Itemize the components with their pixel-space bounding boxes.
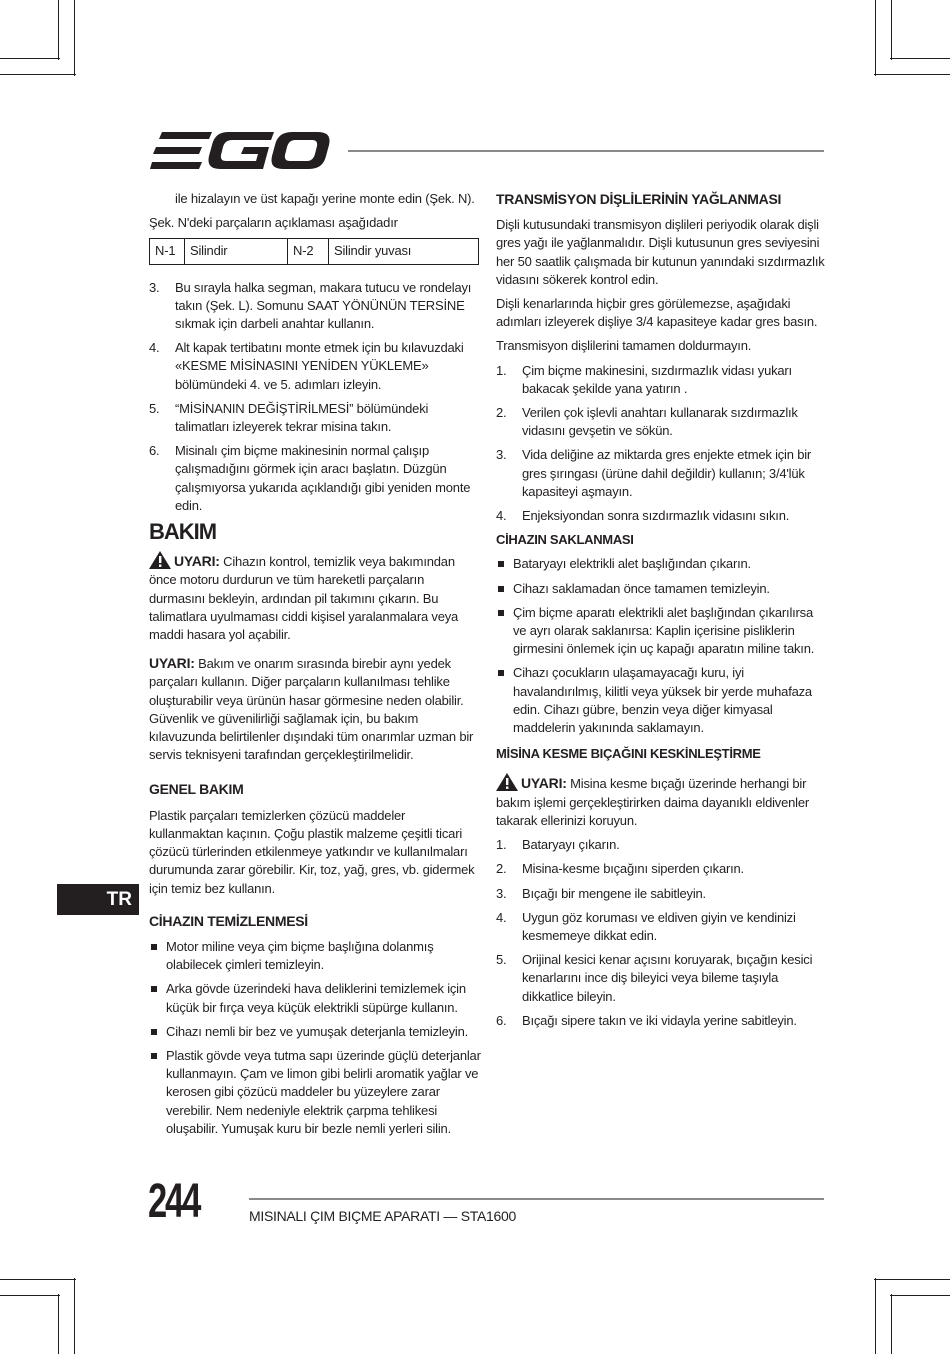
list-item — [496, 404, 826, 440]
document-title: MISINALI ÇIM BIÇME APARATI — STA1600 — [249, 1208, 516, 1224]
step-number: 1. — [496, 837, 507, 853]
crop-mark — [875, 1278, 876, 1354]
crop-mark — [74, 1278, 75, 1354]
step-text: Verilen çok işlevli anahtarı kullanarak sızdırmazlık vidasını gevşetin ve sökün. — [522, 405, 798, 439]
section-title-bakim: BAKIM — [149, 519, 217, 545]
part-name: Silindir — [185, 239, 288, 264]
list-item — [496, 951, 826, 1006]
bullet-icon — [498, 610, 504, 616]
step-text: Orijinal kesici kenar açısını koruyarak, bıçağın kesici kenarlarını ince diş bileyici veya bileme taşıyla dikkatlice bileyin. — [522, 952, 813, 1004]
language-tab-label: TR — [106, 889, 132, 910]
crop-mark — [890, 1295, 950, 1296]
step-number: 2. — [496, 405, 507, 421]
bullet-icon — [498, 670, 504, 676]
crop-mark — [0, 74, 76, 75]
crop-mark — [0, 1279, 76, 1280]
bullet-icon — [498, 561, 504, 567]
step-number: 3. — [149, 279, 160, 295]
step-number: 4. — [149, 340, 160, 356]
warning-icon — [149, 551, 171, 569]
lubrication-steps — [496, 362, 826, 526]
list-item — [149, 1023, 481, 1041]
crop-mark — [0, 58, 60, 59]
list-item — [496, 860, 826, 878]
step-text: Enjeksiyondan sonra sızdırmazlık vidasını sıkın. — [522, 508, 790, 524]
step-text: Misina-kesme bıçağını siperden çıkarın. — [522, 861, 744, 877]
page-number: 244 — [148, 1175, 200, 1228]
crop-mark — [74, 0, 75, 76]
bullet-icon — [151, 944, 157, 950]
step-text: Alt kapak tertibatını monte etmek için bu kılavuzdaki «KESME MİSİNASINI YENİDEN YÜKLEME» bölümündeki 4. ve 5. adımları izleyin. — [175, 340, 464, 392]
step-text: Uygun göz koruması ve eldiven giyin ve kendinizi kesmemeye dikkat edin. — [522, 909, 796, 943]
warning-label: UYARI: — [521, 775, 567, 792]
warning-text: Misina kesme bıçağı üzerinde herhangi bir bakım işlemi gerçekleştirirken daima dayanıklı eldivenler takarak ellerinizi koruyun. — [496, 776, 810, 828]
list-item — [496, 664, 826, 737]
crop-mark — [0, 1295, 60, 1296]
ego-logo — [150, 130, 332, 172]
step-number: 1. — [496, 362, 507, 378]
bullet-icon — [151, 1053, 157, 1059]
warning-label: UYARI: — [149, 655, 195, 672]
warning-label: UYARI: — [174, 553, 220, 570]
step-text: “MİSİNANIN DEĞİŞTİRİLMESİ” bölümündeki talimatları izleyerek tekrar misina takın. — [175, 400, 429, 435]
list-item — [149, 442, 481, 515]
step-text: Bataryayı çıkarın. — [522, 837, 620, 853]
section-title-temizleme: CİHAZIN TEMİZLENMESİ — [149, 912, 308, 929]
item-text: Motor miline veya çim biçme başlığına dolanmış olabilecek çimleri temizleyin. — [166, 938, 434, 973]
part-code: N-2 — [288, 239, 329, 264]
list-item — [496, 555, 826, 573]
list-item — [149, 1047, 481, 1138]
item-text: Cihazı nemli bir bez ve yumuşak deterjanla temizleyin. — [166, 1023, 469, 1039]
list-item — [149, 938, 481, 974]
step-number: 2. — [496, 861, 507, 877]
crop-mark — [891, 1294, 892, 1354]
intro-line: ile hizalayın ve üst kapağı yerine monte edin (Şek. N). — [175, 191, 475, 206]
list-item — [496, 909, 826, 945]
step-number: 5. — [149, 400, 160, 416]
bullet-icon — [498, 586, 504, 592]
part-code: N-1 — [150, 239, 185, 264]
trans-paragraph: Transmisyon dişlilerini tamamen doldurmayın. — [496, 338, 752, 354]
crop-mark — [890, 58, 950, 59]
header-rule — [348, 150, 824, 152]
parts-table — [149, 238, 479, 264]
step-number: 5. — [496, 952, 507, 968]
list-item — [496, 1012, 826, 1030]
list-item — [496, 446, 826, 501]
list-item — [149, 339, 481, 394]
part-name: Silindir yuvası — [329, 239, 479, 264]
reassembly-steps — [149, 279, 481, 515]
list-item — [149, 400, 481, 436]
step-text: Bu sırayla halka segman, makara tutucu ve rondelayı takın (Şek. L). Somunu SAAT YÖNÜNÜN TERSİNE sıkmak için darbeli anahtar kullanın. — [175, 279, 472, 332]
step-number: 4. — [496, 508, 507, 524]
step-text: Bıçağı bir mengene ile sabitleyin. — [522, 885, 706, 901]
step-number: 4. — [496, 909, 507, 925]
bullet-icon — [151, 1029, 157, 1035]
crop-mark — [874, 1279, 950, 1280]
right-column — [496, 190, 826, 1036]
list-item — [496, 885, 826, 903]
item-text: Plastik gövde veya tutma sapı üzerinde güçlü deterjanlar kullanmayın. Çam ve limon gibi belirli aromatik yağlar ve kerosen gibi çözücü maddeler bu yüzeylere zarar verebilir. Nem nedeniyle elektrik çarpma tehlikesi oluşabilir. Yumuşak kuru bir bezle nemli yerleri silin. — [166, 1047, 481, 1136]
warning-paragraph — [496, 773, 826, 830]
item-text: Bataryayı elektrikli alet başlığından çıkarın. — [513, 556, 751, 572]
step-text: Çim biçme makinesini, sızdırmazlık vidası yukarı bakacak şekilde yana yatırın . — [522, 362, 792, 396]
list-item — [496, 836, 826, 854]
crop-mark — [874, 74, 950, 75]
sharpening-steps — [496, 836, 826, 1030]
left-column — [149, 190, 481, 1144]
cleaning-list — [149, 938, 481, 1138]
step-text: Bıçağı sipere takın ve iki vidayla yerine sabitleyin. — [522, 1012, 797, 1028]
section-title-saklama: CİHAZIN SAKLANMASI — [496, 532, 634, 548]
warning-paragraph — [149, 551, 481, 644]
step-number: 3. — [496, 447, 507, 463]
trans-paragraph: Dişli kenarlarında hiçbir gres görülemezse, aşağıdaki adımları izleyerek dişliye 3/4 kapasiteye kadar gres basın. — [496, 296, 818, 330]
warning-text: Bakım ve onarım sırasında birebir aynı yedek parçaları kullanın. Diğer parçaların kullanılması tehlike oluşturabilir veya ürünün hasar görmesine neden olabilir. Güvenlik ve güvenilirliği sağlamak için, bu bakım kılavuzunda belirtilenler dışındaki tüm onarımlar uzman bir servis teknisyeni tarafından gerçekleştirilmelidir. — [149, 656, 474, 763]
list-item — [149, 980, 481, 1016]
warning-icon — [496, 773, 518, 791]
ego-logo-graphic — [150, 130, 332, 172]
list-item — [496, 507, 826, 525]
storage-list — [496, 555, 826, 737]
step-text: Misinalı çim biçme makinesinin normal çalışıp çalışmadığını görmek için aracı başlatın. Düzgün çalışmıyorsa yukarıda açıklandığı gibi yeniden monte edin. — [175, 443, 471, 513]
step-text: Vida deliğine az miktarda gres enjekte etmek için bir gres şırıngası (ürüne dahil değildir) kullanın; 3/4'lük kapasiteyi aşmayın. — [522, 447, 812, 499]
crop-mark — [58, 0, 59, 60]
warning-text: Cihazın kontrol, temizlik veya bakımından önce motoru durdurun ve tüm hareketli parçaların durmasını bekleyin, ardından pil takımını çıkarın. Bu talimatlara uyulmaması ciddi kişisel yaralanmalara veya maddi hasara yol açabilir. — [149, 554, 459, 643]
section-title-genel-bakim: GENEL BAKIM — [149, 781, 244, 798]
list-item — [496, 580, 826, 598]
table-row — [150, 239, 479, 264]
item-text: Cihazı saklamadan önce tamamen temizleyin. — [513, 580, 770, 596]
crop-mark — [58, 1294, 59, 1354]
list-item — [496, 604, 826, 659]
crop-mark — [891, 0, 892, 60]
step-number: 6. — [496, 1012, 507, 1028]
table-caption: Şek. N'deki parçaların açıklaması aşağıdadır — [149, 215, 398, 231]
language-tab — [57, 884, 139, 915]
item-text: Cihazı çocukların ulaşamayacağı kuru, iyi havalandırılmış, kilitli veya yüksek bir yerde muhafaza edin. Cihazı gübre, benzin veya diğer kimyasal maddelerin yakınında saklamayın. — [513, 665, 812, 736]
warning-paragraph — [149, 654, 481, 764]
trans-paragraph: Dişli kutusundaki transmisyon dişlileri periyodik olarak dişli gres yağı ile yağlanmalıdır. Dişli kutusunun gres seviyesini her 50 saatlik çalışmada bir kutunun yanındaki sızdırmazlık vidasını sökerek kontrol edin. — [496, 217, 825, 287]
bullet-icon — [151, 986, 157, 992]
step-number: 6. — [149, 443, 160, 459]
genel-bakim-text: Plastik parçaları temizlerken çözücü maddeler kullanmaktan kaçının. Çoğu plastik malzeme çeşitli ticari çözücü türlerinden etkilenmeye yatkındır ve kullanılmaları durumunda zarar görebilir. Kir, toz, yağ, gres, vb. gidermek için temiz bez kullanın. — [149, 807, 475, 896]
list-item — [149, 279, 481, 334]
section-title-transmisyon: TRANSMİSYON DİŞLİLERİNİN YAĞLANMASI — [496, 191, 782, 207]
crop-mark — [875, 0, 876, 76]
section-title-bicak: MİSİNA KESME BIÇAĞINI KESKİNLEŞTİRME — [496, 746, 761, 762]
list-item — [496, 362, 826, 398]
item-text: Çim biçme aparatı elektrikli alet başlığından çıkarılırsa ve ayrı olarak saklanırsa: Kaplin içerisine pisliklerin girmesini önlemek için uç kapağı aparatın miline takın. — [513, 604, 815, 657]
footer-rule — [249, 1198, 824, 1200]
step-number: 3. — [496, 885, 507, 901]
item-text: Arka gövde üzerindeki hava deliklerini temizlemek için küçük bir fırça veya küçük elektrikli süpürge kullanın. — [166, 981, 466, 1015]
